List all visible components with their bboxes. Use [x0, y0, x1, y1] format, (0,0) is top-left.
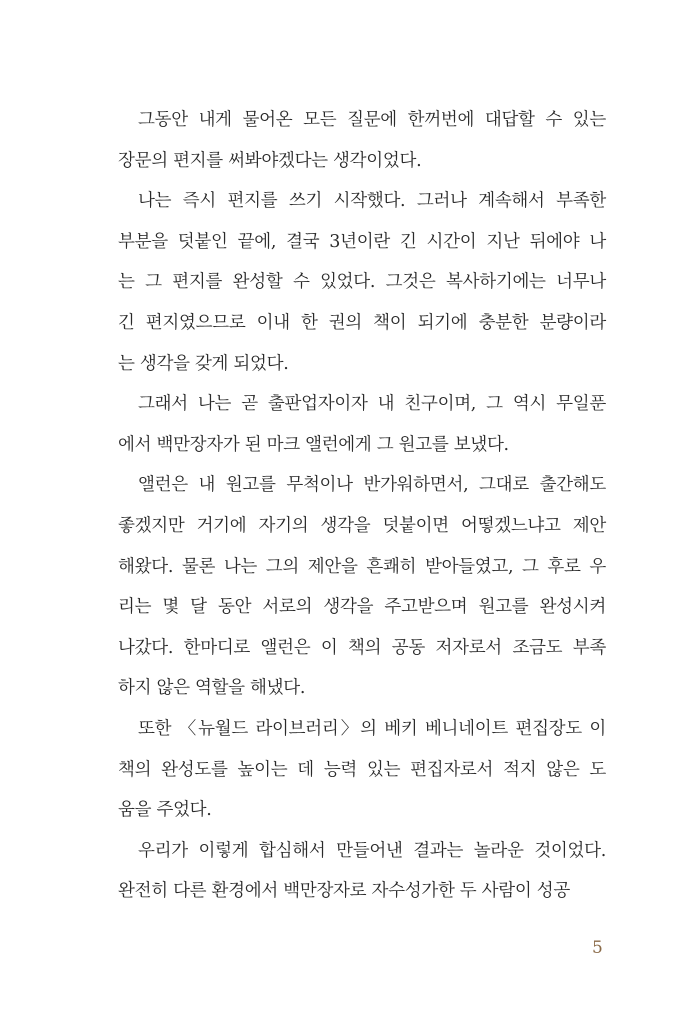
paragraph: [118, 389, 606, 470]
text-line: 완전히 다른 환경에서 백만장자로 자수성가한 두 사람이 성공: [118, 881, 570, 902]
text-line: 장문의 편지를 써봐야겠다는 생각이었다.: [118, 150, 422, 171]
text-line: 나갔다. 한마디로 앨런은 이 책의 공동 저자로서 조금도 부족: [118, 637, 606, 658]
text-line: 하지 않은 역할을 해냈다.: [118, 678, 306, 699]
text-line: 나는 즉시 편지를 쓰기 시작했다. 그러나 계속해서 부족한: [138, 191, 606, 212]
text-line: 움을 주었다.: [118, 800, 212, 821]
text-line: 그래서 나는 곧 출판업자이자 내 친구이며, 그 역시 무일푼: [138, 394, 606, 415]
text-line: 그동안 내게 물어온 모든 질문에 한꺼번에 대답할 수 있는: [138, 110, 606, 130]
text-line: 좋겠지만 거기에 자기의 생각을 덧붙이면 어떻겠느냐고 제안: [118, 515, 606, 536]
text-line: 는 그 편지를 완성할 수 있었다. 그것은 복사하기에는 너무나: [118, 272, 606, 293]
paragraph: [118, 714, 606, 836]
text-line: 리는 몇 달 동안 서로의 생각을 주고받으며 원고를 완성시켜: [118, 597, 606, 618]
text-line: 해왔다. 물론 나는 그의 제안을 흔쾌히 받아들였고, 그 후로 우: [118, 556, 606, 577]
text-line: 앨런은 내 원고를 무척이나 반가워하면서, 그대로 출간해도: [138, 475, 606, 496]
text-line: 에서 백만장자가 된 마크 앨런에게 그 원고를 보냈다.: [118, 434, 509, 455]
paragraph: [118, 186, 606, 389]
text-line: 책의 완성도를 높이는 데 능력 있는 편집자로서 적지 않은 도: [118, 759, 606, 780]
text-line: 우리가 이렇게 합심해서 만들어낸 결과는 놀라운 것이었다.: [138, 840, 606, 861]
paragraph: [118, 470, 606, 714]
text-line: 는 생각을 갖게 되었다.: [118, 353, 289, 374]
page-number: 5: [592, 938, 603, 958]
body-text: [118, 105, 606, 917]
text-line: 또한 〈뉴월드 라이브러리〉의 베키 베니네이트 편집장도 이: [138, 718, 606, 739]
paragraph: [118, 836, 606, 917]
paragraph: [118, 105, 606, 186]
text-line: 부분을 덧붙인 끝에, 결국 3년이란 긴 시간이 지난 뒤에야 나: [118, 231, 606, 252]
text-line: 긴 편지였으므로 이내 한 권의 책이 되기에 충분한 분량이라: [118, 312, 606, 333]
